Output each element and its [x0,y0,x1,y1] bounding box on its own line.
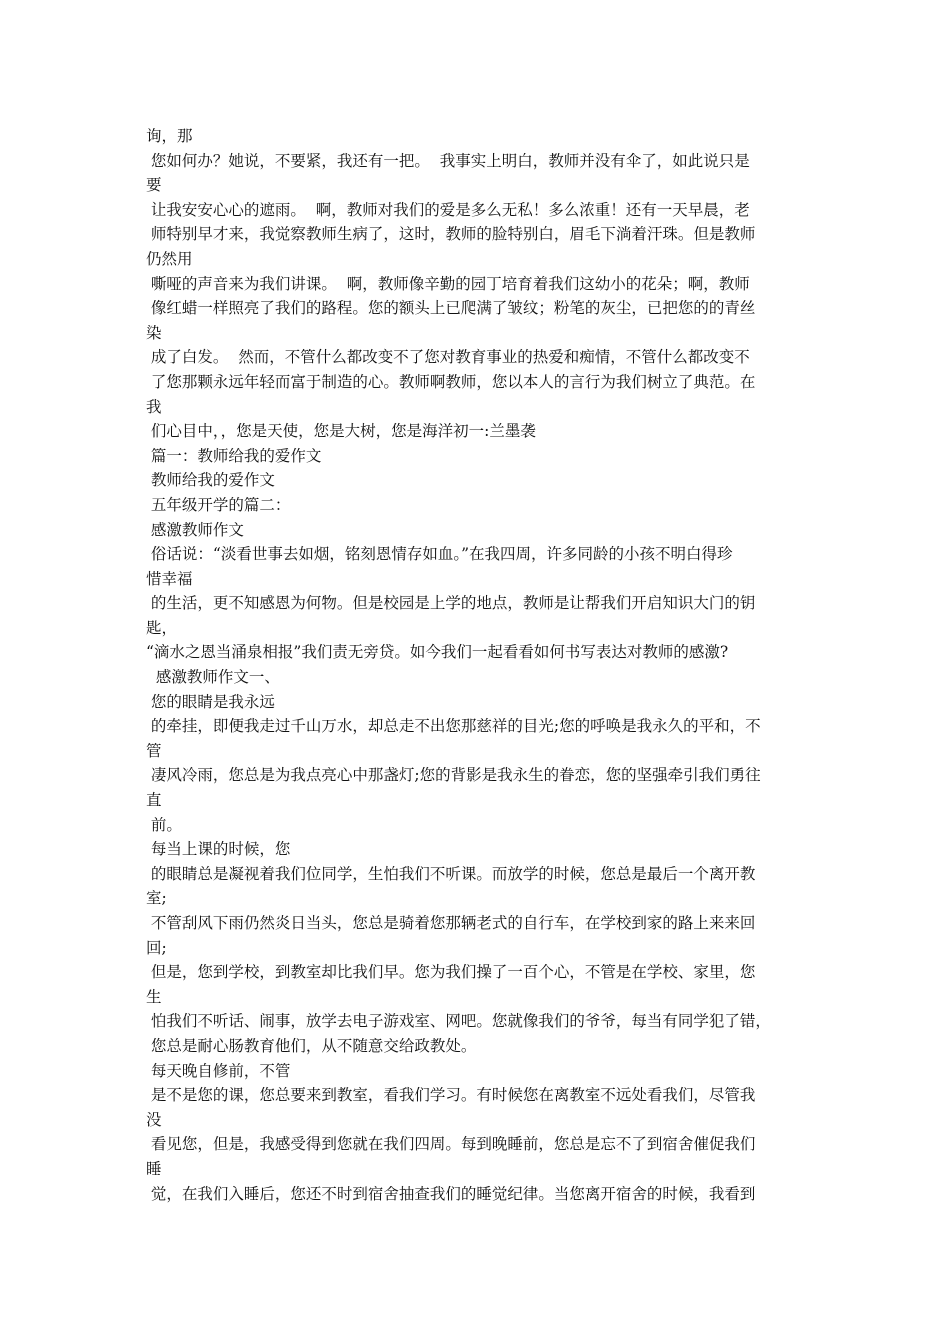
section-heading: 感激教师作文一、 [146,668,280,687]
text-line: “滴水之恩当涌泉相报”我们责无旁贷。如今我们一起看看如何书写表达对教师的感激? [146,643,729,662]
text-line: 匙， [146,618,178,637]
text-line: 睡 [146,1159,162,1178]
text-line: 您如何办？她说，不要紧，我还有一把。 我事实上明白，教师并没有伞了，如此说只是 [146,151,750,170]
text-line: 的生活，更不知感恩为何物。但是校园是上学的地点，教师是让帮我们开启知识大门的钥 [146,594,756,613]
text-line: 凄风冷雨，您总是为我点亮心中那盏灯;您的背影是我永生的眷恋，您的坚强牵引我们勇往 [146,766,761,785]
section-heading: 教师给我的爱作文 [146,471,275,490]
text-line: 生 [146,987,162,1006]
text-line: 要 [146,176,162,195]
text-line: 没 [146,1110,162,1129]
text-line: 每当上课的时候，您 [146,840,291,859]
text-line [146,1206,816,1231]
text-line: 直 [146,791,162,810]
text-line: 我 [146,397,162,416]
text-line: 前。 [146,815,182,834]
text-line: 染 [146,323,162,342]
essay-text [146,124,816,1231]
text-line: 询，那 [146,127,193,145]
section-heading: 篇一：教师给我的爱作文 [146,446,322,465]
text-line: 但是，您到学校，到教室却比我们早。您为我们操了一百个心，不管是在学校、家里，您 [146,963,756,982]
text-line: 的眼睛总是凝视着我们位同学，生怕我们不听课。而放学的时候，您总是最后一个离开教 [146,864,756,883]
text-line: 嘶哑的声音来为我们讲课。 啊，教师像辛勤的园丁培育着我们这幼小的花朵；啊，教师 [146,274,750,293]
text-line: 惜幸福 [146,569,193,588]
text-line: 不管刮风下雨仍然炎日当头，您总是骑着您那辆老式的自行车，在学校到家的路上来来回 [146,914,756,932]
text-line: 像红蜡一样照亮了我们的路程。您的额头上已爬满了皱纹；粉笔的灰尘，已把您的的青丝 [146,299,756,318]
text-line: 是不是您的课，您总要来到教室，看我们学习。有时候您在离教室不远处看我们，尽管我 [146,1086,756,1105]
text-line: 成了白发。 然而，不管什么都改变不了您对教育事业的热爱和痴情，不管什么都改变不 [146,348,750,367]
text-line: 了您那颗永远年轻而富于制造的心。教师啊教师，您以本人的言行为我们树立了典范。在 [146,372,756,391]
text-line: 您总是耐心肠教育他们，从不随意交给政教处。 [146,1036,477,1055]
text-line: 室; [146,889,167,908]
text-line: 让我安安心心的遮雨。 啊，教师对我们的爱是多么无私！多么浓重！还有一天早晨，老 [146,200,750,219]
section-heading: 感激教师作文 [146,520,244,539]
text-line: 的牵挂，即便我走过千山万水，却总走不出您那慈祥的目光;您的呼唤是我永久的平和，不 [146,717,761,736]
text-line: 觉，在我们入睡后，您还不时到宿舍抽查我们的睡觉纪律。当您离开宿舍的时候，我看到 [146,1184,756,1203]
text-line: 师特别早才来，我觉察教师生病了，这时，教师的脸特别白，眉毛下淌着汗珠。但是教师 [146,225,756,244]
text-line: 看见您，但是，我感受得到您就在我们四周。每到晚睡前，您总是忘不了到宿舍催促我们 [146,1135,756,1154]
text-line: 您的眼睛是我永远 [146,692,275,711]
text-line: 们心目中，，您是天使，您是大树，您是海洋初一:兰墨袭 [146,422,536,441]
text-line: 俗话说：“淡看世事去如烟，铭刻恩情存如血。”在我四周，许多同龄的小孩不明白得珍 [146,545,733,564]
text-line: 管 [146,741,162,760]
text-line: 怕我们不听话、闹事，放学去电子游戏室、网吧。您就像我们的爷爷，每当有同学犯了错， [146,1012,771,1031]
text-line: 每天晚自修前，不管 [146,1061,291,1080]
section-heading: 五年级开学的篇二： [146,495,291,514]
text-line: 仍然用 [146,249,193,268]
text-line: 回; [146,938,167,957]
